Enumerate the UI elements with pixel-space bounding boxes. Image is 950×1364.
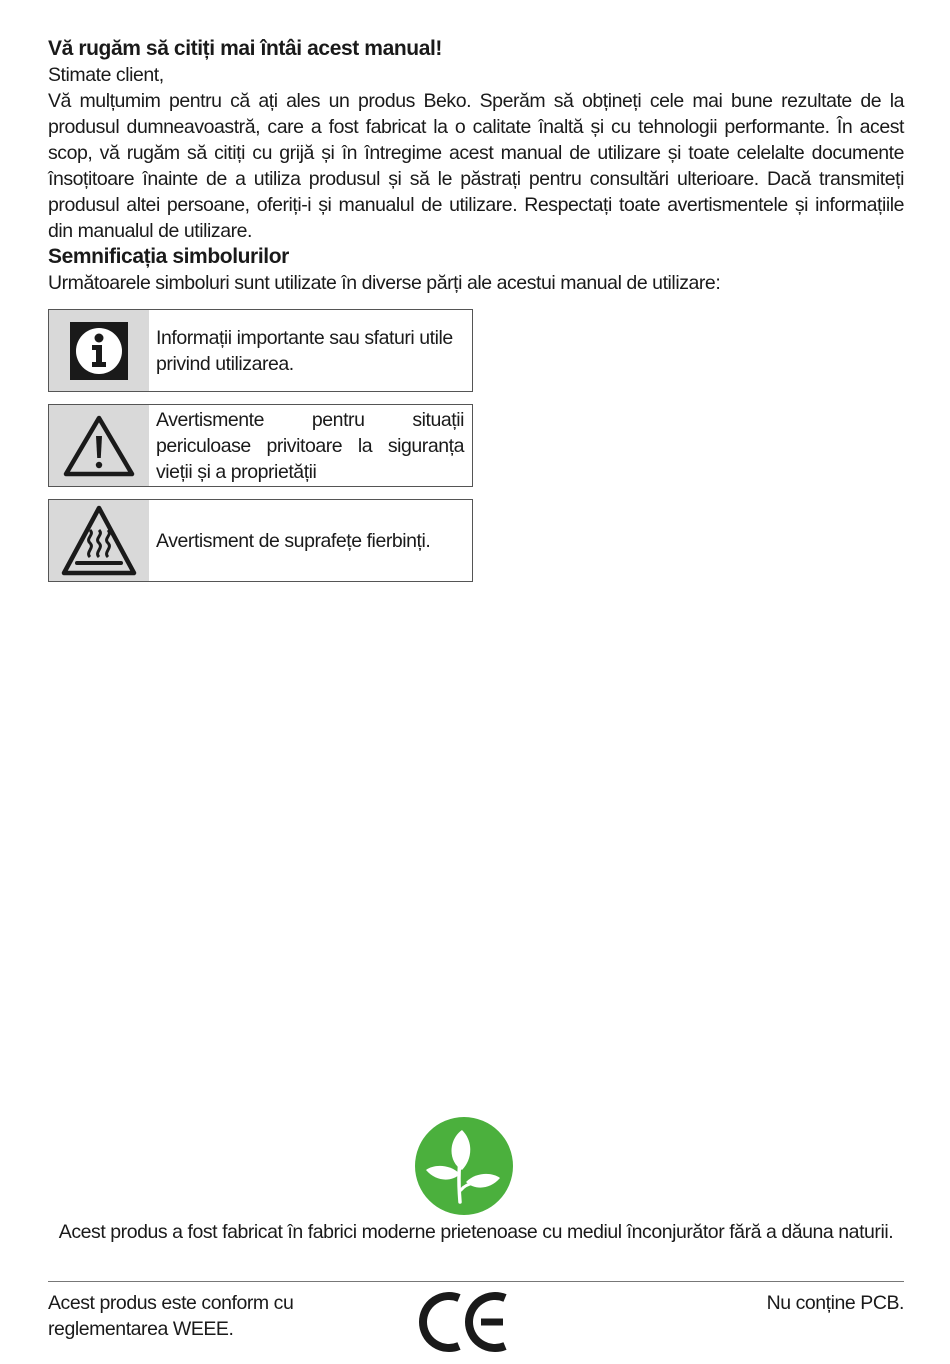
symbol-row-hot-surface [48,499,473,582]
symbol-description: Avertismente pentru situații periculoase privitoare la siguranța vieții și a proprietății [156,408,464,483]
pcb-statement: Nu conține PCB. [766,1292,904,1314]
intro-body: Vă mulțumim pentru că ați ales un produs Beko. Sperăm să obțineți cele mai bune rezultate de la produsul dumneavoastră, care a fost fabricat la o calitate înaltă și cu tehnologii performante. În acest scop, vă rugăm să citiți cu grijă și în întregime acest manual de utilizare și toate celelalte documente însoțitoare înainte de a utiliza produsul și să le păstrați pentru consultări ulterioare. Dacă transmiteți produsul altei persoane, oferiți-i și manualul de utilizare. Respectați toate avertismentele și informațiile din manualul de utilizare. [48,90,904,242]
symbol-row-warning [48,404,473,487]
hot-surface-icon [49,500,149,581]
footer-divider [48,1281,904,1282]
symbol-row-info [48,309,473,392]
symbols-title: Semnificația simbolurilor [48,245,289,268]
intro-greeting: Stimate client, [48,64,164,86]
symbol-description: Avertisment de suprafețe fierbinți. [156,529,431,552]
symbols-lead: Următoarele simboluri sunt utilizate în diverse părți ale acestui manual de utilizare: [48,272,721,294]
symbol-description: Informații importante sau sfaturi utile privind utilizarea. [156,326,453,375]
intro-title: Vă rugăm să citiți mai întâi acest manual! [48,37,443,60]
intro-section [48,36,904,296]
warning-icon [49,405,149,486]
eco-statement: Acest produs a fost fabricat în fabrici moderne prietenoase cu mediul înconjurător fără a dăuna naturii. [58,1221,894,1243]
eco-leaf-icon [414,1116,514,1216]
weee-statement: Acest produs este conform cu reglementarea WEEE. [48,1292,294,1340]
info-icon [49,310,149,391]
ce-mark-icon [419,1290,511,1354]
